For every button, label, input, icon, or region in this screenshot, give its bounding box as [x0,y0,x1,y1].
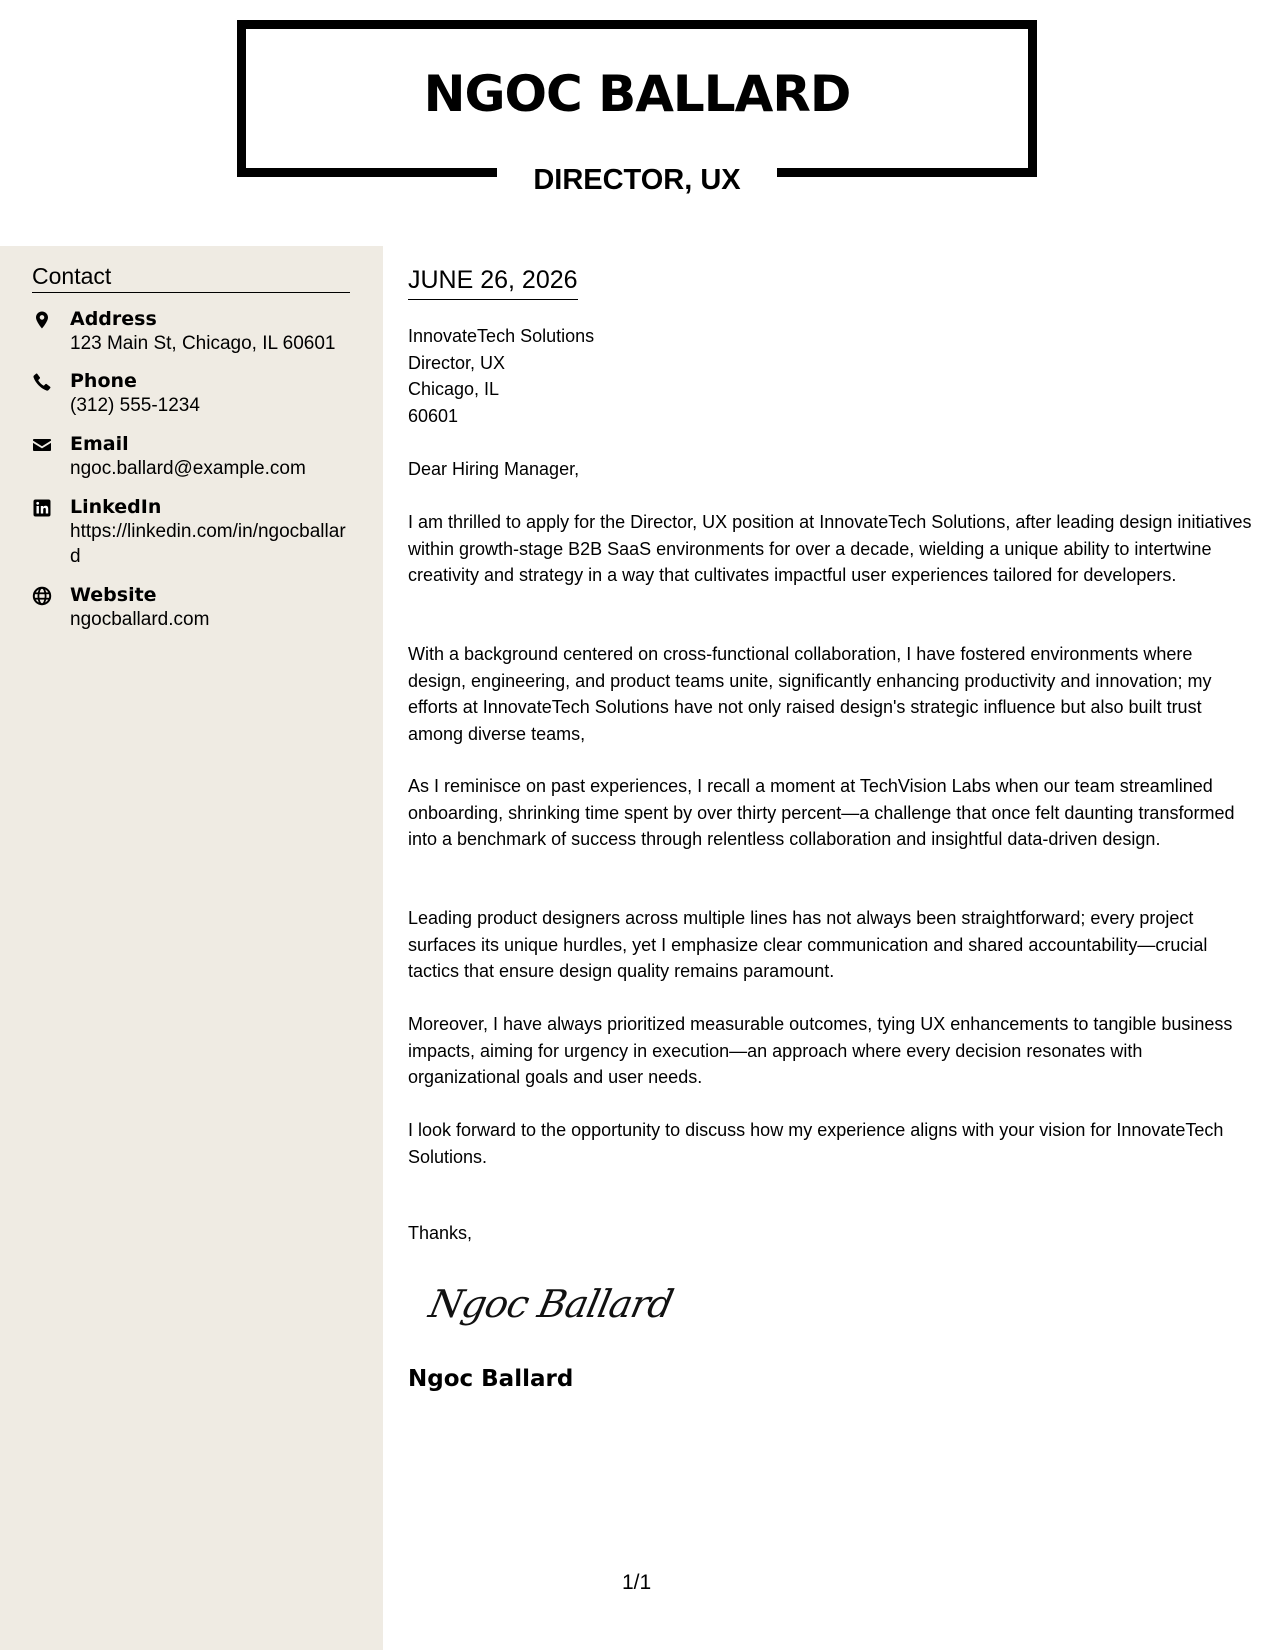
globe-icon [32,586,54,608]
recipient-company: InnovateTech Solutions [408,326,595,346]
letter-paragraph: With a background centered on cross-functional collaboration, I have fostered environments where design, engineering, and product teams unite, significantly enhancing productivity and innovation; my efforts at InnovateTech Solutions have not only raised design's strategic influence but also built trust among diverse teams, [408,644,1212,744]
header-frame [237,20,1037,196]
greeting: Dear Hiring Manager, [408,459,580,479]
letter-paragraph: I am thrilled to apply for the Director, UX position at InnovateTech Solutions, after leading design initiatives within growth-stage B2B SaaS environments for over a decade, wielding a unique ability to intertwine creativity and strategy in a way that cultivates impactful user experiences tailored for developers. [408,512,1252,585]
contact-value: ngoc.ballard@example.com [70,458,306,479]
contact-label: Phone [70,370,137,392]
letter-paragraph: Moreover, I have always prioritized measurable outcomes, tying UX enhancements to tangible business impacts, aiming for urgency in execution—an approach where every decision resonates with organizational goals and user needs. [408,1014,1233,1087]
contact-label: Address [70,308,157,330]
phone-icon [32,372,54,394]
envelope-icon [32,435,54,457]
letter-paragraph: I look forward to the opportunity to discuss how my experience aligns with your vision for InnovateTech Solutions. [408,1120,1224,1167]
contact-label: LinkedIn [70,496,162,518]
recipient-zip: 60601 [408,405,459,426]
signed-name: Ngoc Ballard [408,1366,574,1392]
handwritten-signature: Ngoc Ballard [425,1282,677,1326]
contact-heading: Contact [32,262,350,293]
closing: Thanks, [408,1223,473,1243]
contact-label: Website [70,584,157,606]
job-title: DIRECTOR, UX [497,155,776,205]
linkedin-icon [32,498,54,520]
contact-value: 123 Main St, Chicago, IL 60601 [70,333,336,354]
contact-value[interactable]: https://linkedin.com/in/ngocballard [70,521,346,567]
recipient-position: Director, UX [408,352,506,373]
candidate-name: NGOC BALLARD [423,65,851,123]
contact-label: Email [70,433,129,455]
recipient-city: Chicago, IL [408,379,500,399]
letter-date: JUNE 26, 2026 [408,264,578,300]
map-pin-icon [32,310,54,332]
contact-value[interactable]: ngocballard.com [70,609,210,630]
letter-paragraph: Leading product designers across multiple lines has not always been straightforward; every project surfaces its unique hurdles, yet I emphasize clear communication and shared accountability—crucial tactics that ensure design quality remains paramount. [408,908,1208,981]
page-number: 1/1 [622,1571,652,1594]
contact-value: (312) 555-1234 [70,395,200,416]
letter-paragraph: As I reminisce on past experiences, I recall a moment at TechVision Labs when our team streamlined onboarding, shrinking time spent by over thirty percent—a challenge that once felt daunting transformed into a benchmark of success through relentless collaboration and insightful data-driven design. [408,776,1235,849]
recipient-block [408,323,594,429]
